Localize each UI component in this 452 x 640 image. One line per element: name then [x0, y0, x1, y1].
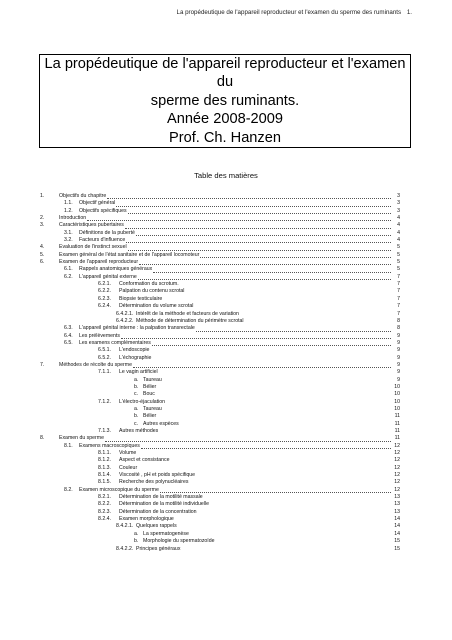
toc-entry-number: 5. — [40, 251, 45, 258]
toc-entry-title: Examen de l'appareil reproducteur — [59, 259, 139, 266]
toc-entry-number: 6.2. — [64, 273, 73, 280]
toc-entry-page: 4 — [397, 215, 400, 222]
toc-entry-title: Caractéristiques pubertaires — [59, 222, 124, 229]
toc-dot-leader — [128, 250, 391, 251]
toc-entry-title: Viscosité , pH et poids spécifique — [119, 472, 196, 479]
toc-dot-leader — [160, 492, 391, 493]
toc-entry[interactable] — [40, 546, 400, 553]
toc-entry-page: 12 — [394, 450, 400, 457]
toc-entry[interactable] — [40, 200, 400, 207]
toc-entry[interactable] — [40, 230, 400, 237]
toc-dot-leader — [128, 213, 391, 214]
title-line-1: La propédeutique de l'appareil reproducteur et l'examen du — [44, 55, 406, 91]
toc-entry-number: 6.4. — [64, 332, 73, 339]
toc-entry-title: Examens macroscopiques — [79, 442, 140, 449]
toc-entry[interactable] — [40, 259, 400, 266]
toc-entry[interactable] — [40, 472, 400, 479]
toc-entry-number: 7.1.1. — [98, 369, 111, 376]
toc-entry-title: Bélier — [143, 383, 157, 390]
toc-entry-title: Taureau — [143, 376, 162, 383]
toc-entry-title: Quelques rappels — [136, 523, 177, 530]
toc-dot-leader — [196, 331, 391, 332]
toc-entry-page: 3 — [397, 207, 400, 214]
toc-dot-leader — [141, 448, 391, 449]
toc-entry[interactable] — [40, 325, 400, 332]
toc-entry[interactable] — [40, 465, 400, 472]
toc-entry-title: L'endoscopie — [119, 347, 150, 354]
toc-entry-number: 7.1.2. — [98, 398, 111, 405]
toc-entry[interactable] — [40, 406, 400, 413]
toc-entry-page: 9 — [397, 354, 400, 361]
toc-entry-number: 7. — [40, 361, 45, 368]
toc-entry-page: 14 — [394, 523, 400, 530]
toc-entry[interactable] — [40, 457, 400, 464]
toc-entry-number: 1.1. — [64, 200, 73, 207]
toc-entry[interactable] — [40, 450, 400, 457]
toc-entry-page: 11 — [394, 420, 400, 427]
toc-entry[interactable] — [40, 362, 400, 369]
toc-entry[interactable] — [40, 399, 400, 406]
toc-entry-number: 8.4.2.2. — [116, 545, 134, 552]
toc-entry-number: 6.1. — [64, 266, 73, 273]
toc-entry-number: b. — [134, 413, 139, 420]
toc-entry-number: 1.2. — [64, 207, 73, 214]
toc-entry-number: 6.2.4. — [98, 303, 111, 310]
document-title-box — [39, 54, 411, 148]
toc-entry-number: 8.1.5. — [98, 479, 111, 486]
toc-entry-number: 8.1. — [64, 442, 73, 449]
toc-entry-number: 8.4.2.1. — [116, 523, 134, 530]
toc-entry-number: 8.1.1. — [98, 450, 111, 457]
toc-entry-title: Examen général de l'état sanitaire et de l'appareil locomoteur — [59, 251, 200, 258]
toc-entry-number: 6.5.1. — [98, 347, 111, 354]
toc-entry-number: a. — [134, 376, 139, 383]
toc-entry-title: Examen du sperme — [59, 435, 104, 442]
toc-entry-page: 10 — [394, 391, 400, 398]
toc-entry-number: 4. — [40, 244, 45, 251]
toc-entry-number: 6.5. — [64, 339, 73, 346]
toc-entry-title: Le vagin artificiel — [119, 369, 158, 376]
toc-entry-page: 9 — [397, 332, 400, 339]
toc-dot-leader — [200, 257, 391, 258]
toc-entry[interactable] — [40, 487, 400, 494]
toc-entry-page: 7 — [397, 303, 400, 310]
toc-entry-page: 10 — [394, 383, 400, 390]
toc-entry-title: Morphologie du spermatozoïde — [143, 538, 215, 545]
toc-entry-page: 9 — [397, 339, 400, 346]
toc-entry-title: Biopsie testiculaire — [119, 295, 163, 302]
toc-entry-title: Principes généraux — [136, 545, 181, 552]
title-year: Année 2008-2009 — [166, 111, 284, 128]
toc-entry-title: Objectif général — [79, 200, 116, 207]
toc-entry[interactable] — [40, 538, 400, 545]
toc-entry[interactable] — [40, 208, 400, 215]
toc-entry-title: Détermination de la motilité individuelle — [119, 501, 209, 508]
toc-entry-title: L'électro-éjaculation — [119, 398, 165, 405]
toc-entry[interactable] — [40, 340, 400, 347]
toc-entry[interactable] — [40, 244, 400, 251]
toc-dot-leader — [125, 228, 391, 229]
toc-entry-number: 3.2. — [64, 237, 73, 244]
toc-entry-page: 15 — [394, 538, 400, 545]
toc-entry[interactable] — [40, 266, 400, 273]
toc-entry[interactable] — [40, 421, 400, 428]
toc-dot-leader — [133, 367, 391, 368]
toc-entry-number: 8.2.3. — [98, 508, 111, 515]
toc-entry[interactable] — [40, 435, 400, 442]
toc-entry-title: Conformation du scrotum. — [119, 281, 179, 288]
toc-entry[interactable] — [40, 215, 400, 222]
toc-entry-number: b. — [134, 383, 139, 390]
toc-entry-title: Détermination de la motilité massale — [119, 494, 203, 501]
toc-entry-title: Introduction — [59, 215, 87, 222]
toc-entry-page: 5 — [397, 244, 400, 251]
toc-entry-title: Autres méthodes — [119, 428, 159, 434]
toc-entry-title: Détermination de la concentration — [119, 508, 197, 515]
toc-dot-leader — [139, 264, 391, 265]
toc-entry-page: 9 — [397, 376, 400, 383]
toc-entry[interactable] — [40, 384, 400, 391]
toc-entry[interactable] — [40, 222, 400, 229]
toc-entry-number: 1. — [40, 193, 45, 199]
toc-entry-page: 4 — [397, 229, 400, 236]
toc-entry[interactable] — [40, 369, 400, 376]
toc-entry-number: 8. — [40, 435, 45, 442]
toc-entry[interactable] — [40, 288, 400, 295]
toc-entry-title: Facteurs d'influence — [79, 237, 126, 244]
toc-heading: Table des matières — [194, 171, 258, 180]
toc-entry[interactable] — [40, 296, 400, 303]
toc-entry[interactable] — [40, 516, 400, 523]
toc-entry[interactable] — [40, 333, 400, 340]
toc-entry-number: 8.1.2. — [98, 457, 111, 464]
toc-entry-title: La spermatogenèse — [143, 530, 189, 537]
title-line-2: sperme des ruminants. — [150, 92, 300, 109]
toc-entry-title: Recherche des polynucléaires — [119, 479, 189, 486]
toc-entry-page: 9 — [397, 361, 400, 368]
toc-entry[interactable] — [40, 479, 400, 486]
toc-entry-title: Couleur — [119, 464, 138, 471]
toc-entry-number: 6.2.3. — [98, 295, 111, 302]
toc-entry-page: 7 — [397, 310, 400, 317]
toc-entry-title: Aspect et consistance — [119, 457, 170, 464]
toc-entry[interactable] — [40, 413, 400, 420]
toc-dot-leader — [121, 338, 391, 339]
toc-entry-title: Evaluation de l'instinct sexuel — [59, 244, 127, 251]
toc-dot-leader — [116, 206, 391, 207]
toc-entry-title: Examen morphologique — [119, 516, 174, 523]
toc-entry-title: Autres espèces — [143, 420, 179, 427]
toc-entry-title: Palpation du contenu scrotal — [119, 288, 185, 295]
toc-dot-leader — [105, 441, 391, 442]
toc-entry[interactable] — [40, 303, 400, 310]
toc-entry[interactable] — [40, 494, 400, 501]
toc-entry-page: 11 — [394, 413, 400, 420]
toc-entry-number: c. — [134, 391, 139, 398]
toc-entry-number: 6. — [40, 259, 45, 266]
toc-entry-number: 6.5.2. — [98, 354, 111, 361]
toc-entry-page: 7 — [397, 288, 400, 295]
toc-entry-number: b. — [134, 538, 139, 545]
toc-entry-number: 8.2.4. — [98, 516, 111, 523]
running-title: La propédeutique de l'appareil reproducteur et l'examen du sperme des ruminants — [176, 9, 402, 16]
toc-entry[interactable] — [40, 252, 400, 259]
toc-entry-page: 8 — [397, 325, 400, 332]
toc-dot-leader — [136, 235, 391, 236]
toc-entry-page: 7 — [397, 273, 400, 280]
toc-entry-title: Examen microscopique du sperme — [79, 486, 159, 493]
toc-entry-title: Méthodes de récolte du sperme — [59, 361, 132, 368]
toc-entry-page: 3 — [397, 193, 400, 199]
toc-dot-leader — [87, 220, 391, 221]
toc-entry-title: Bélier — [143, 413, 157, 420]
toc-entry[interactable] — [40, 355, 400, 362]
toc-entry-page: 7 — [397, 281, 400, 288]
toc-entry-page: 10 — [394, 398, 400, 405]
toc-entry[interactable] — [40, 428, 400, 435]
toc-entry-title: Bouc — [143, 391, 155, 398]
toc-entry-page: 4 — [397, 222, 400, 229]
toc-dot-leader — [126, 242, 391, 243]
toc-entry-number: 3. — [40, 222, 45, 229]
toc-entry-number: 6.4.2.2. — [116, 317, 134, 324]
toc-entry[interactable] — [40, 347, 400, 354]
toc-entry-page: 5 — [397, 266, 400, 273]
toc-dot-leader — [138, 279, 391, 280]
table-of-contents — [40, 193, 400, 553]
toc-entry-page: 12 — [394, 472, 400, 479]
toc-entry-page: 9 — [397, 347, 400, 354]
toc-entry-title: L'appareil génital externe — [79, 273, 137, 280]
toc-entry-title: L'échographie — [119, 354, 152, 361]
toc-entry-title: Volume — [119, 450, 137, 457]
toc-entry-title: Objectifs du chapitre — [59, 193, 107, 199]
toc-entry-page: 5 — [397, 251, 400, 258]
toc-entry-page: 11 — [394, 428, 400, 434]
toc-entry-page: 13 — [394, 508, 400, 515]
toc-entry-page: 14 — [394, 516, 400, 523]
toc-entry[interactable] — [40, 501, 400, 508]
toc-entry[interactable] — [40, 391, 400, 398]
toc-entry[interactable] — [40, 237, 400, 244]
toc-entry-page: 12 — [394, 464, 400, 471]
toc-entry-number: c. — [134, 420, 139, 427]
toc-entry-page: 12 — [394, 486, 400, 493]
toc-entry-number: 6.4.2.1. — [116, 310, 134, 317]
toc-entry-number: 6.3. — [64, 325, 73, 332]
toc-entry-page: 14 — [394, 530, 400, 537]
running-header — [177, 9, 412, 16]
toc-entry-number: a. — [134, 530, 139, 537]
toc-entry-title: Intérêt de la méthode et facteurs de variation — [136, 310, 239, 317]
toc-dot-leader — [153, 272, 391, 273]
page-number: 1. — [406, 9, 412, 16]
toc-entry-number: 6.2.1. — [98, 281, 111, 288]
toc-entry[interactable] — [40, 523, 400, 530]
toc-entry[interactable] — [40, 318, 400, 325]
toc-entry-title: Rappels anatomiques généraux — [79, 266, 153, 273]
toc-entry-page: 8 — [397, 317, 400, 324]
toc-entry-title: Objectifs spécifiques — [79, 207, 127, 214]
toc-entry-page: 9 — [397, 369, 400, 376]
toc-entry-number: a. — [134, 405, 139, 412]
toc-entry-number: 8.1.4. — [98, 472, 111, 479]
toc-entry-number: 6.2.2. — [98, 288, 111, 295]
toc-entry-title: Taureau — [143, 405, 162, 412]
toc-entry-number: 7.1.3. — [98, 428, 111, 434]
toc-dot-leader — [107, 198, 391, 199]
toc-entry-title: Méthode de détermination du périmètre scrotal — [136, 317, 244, 324]
toc-entry-title: Les prélèvements — [79, 332, 120, 339]
toc-entry-page: 12 — [394, 479, 400, 486]
toc-entry-title: L'appareil génital interne : la palpation transrectale — [79, 325, 195, 332]
toc-entry[interactable] — [40, 274, 400, 281]
toc-entry-page: 5 — [397, 259, 400, 266]
toc-entry-number: 3.1. — [64, 229, 73, 236]
toc-entry-page: 4 — [397, 237, 400, 244]
toc-entry-number: 8.1.3. — [98, 464, 111, 471]
toc-entry-page: 10 — [394, 405, 400, 412]
toc-entry-page: 13 — [394, 494, 400, 501]
toc-entry[interactable] — [40, 509, 400, 516]
toc-entry-page: 15 — [394, 545, 400, 552]
toc-entry-page: 12 — [394, 457, 400, 464]
toc-entry-title: Les examens complémentaires — [79, 339, 151, 346]
title-author: Prof. Ch. Hanzen — [169, 129, 281, 146]
toc-entry-number: 8.2.2. — [98, 501, 111, 508]
toc-entry-page: 12 — [394, 442, 400, 449]
toc-entry[interactable] — [40, 281, 400, 288]
toc-entry-title: Détermination du volume scrotal — [119, 303, 194, 310]
toc-entry-number: 2. — [40, 215, 45, 222]
toc-dot-leader — [152, 345, 391, 346]
toc-entry-page: 3 — [397, 200, 400, 207]
toc-entry-page: 11 — [394, 435, 400, 442]
toc-entry[interactable] — [40, 443, 400, 450]
toc-entry-title: Définitions de la puberté — [79, 229, 135, 236]
toc-entry-number: 8.2.1. — [98, 494, 111, 501]
toc-entry[interactable] — [40, 311, 400, 318]
toc-entry[interactable] — [40, 531, 400, 538]
toc-entry-page: 13 — [394, 501, 400, 508]
toc-entry[interactable] — [40, 193, 400, 200]
toc-entry-page: 7 — [397, 295, 400, 302]
toc-entry[interactable] — [40, 377, 400, 384]
toc-entry-number: 8.2. — [64, 486, 73, 493]
